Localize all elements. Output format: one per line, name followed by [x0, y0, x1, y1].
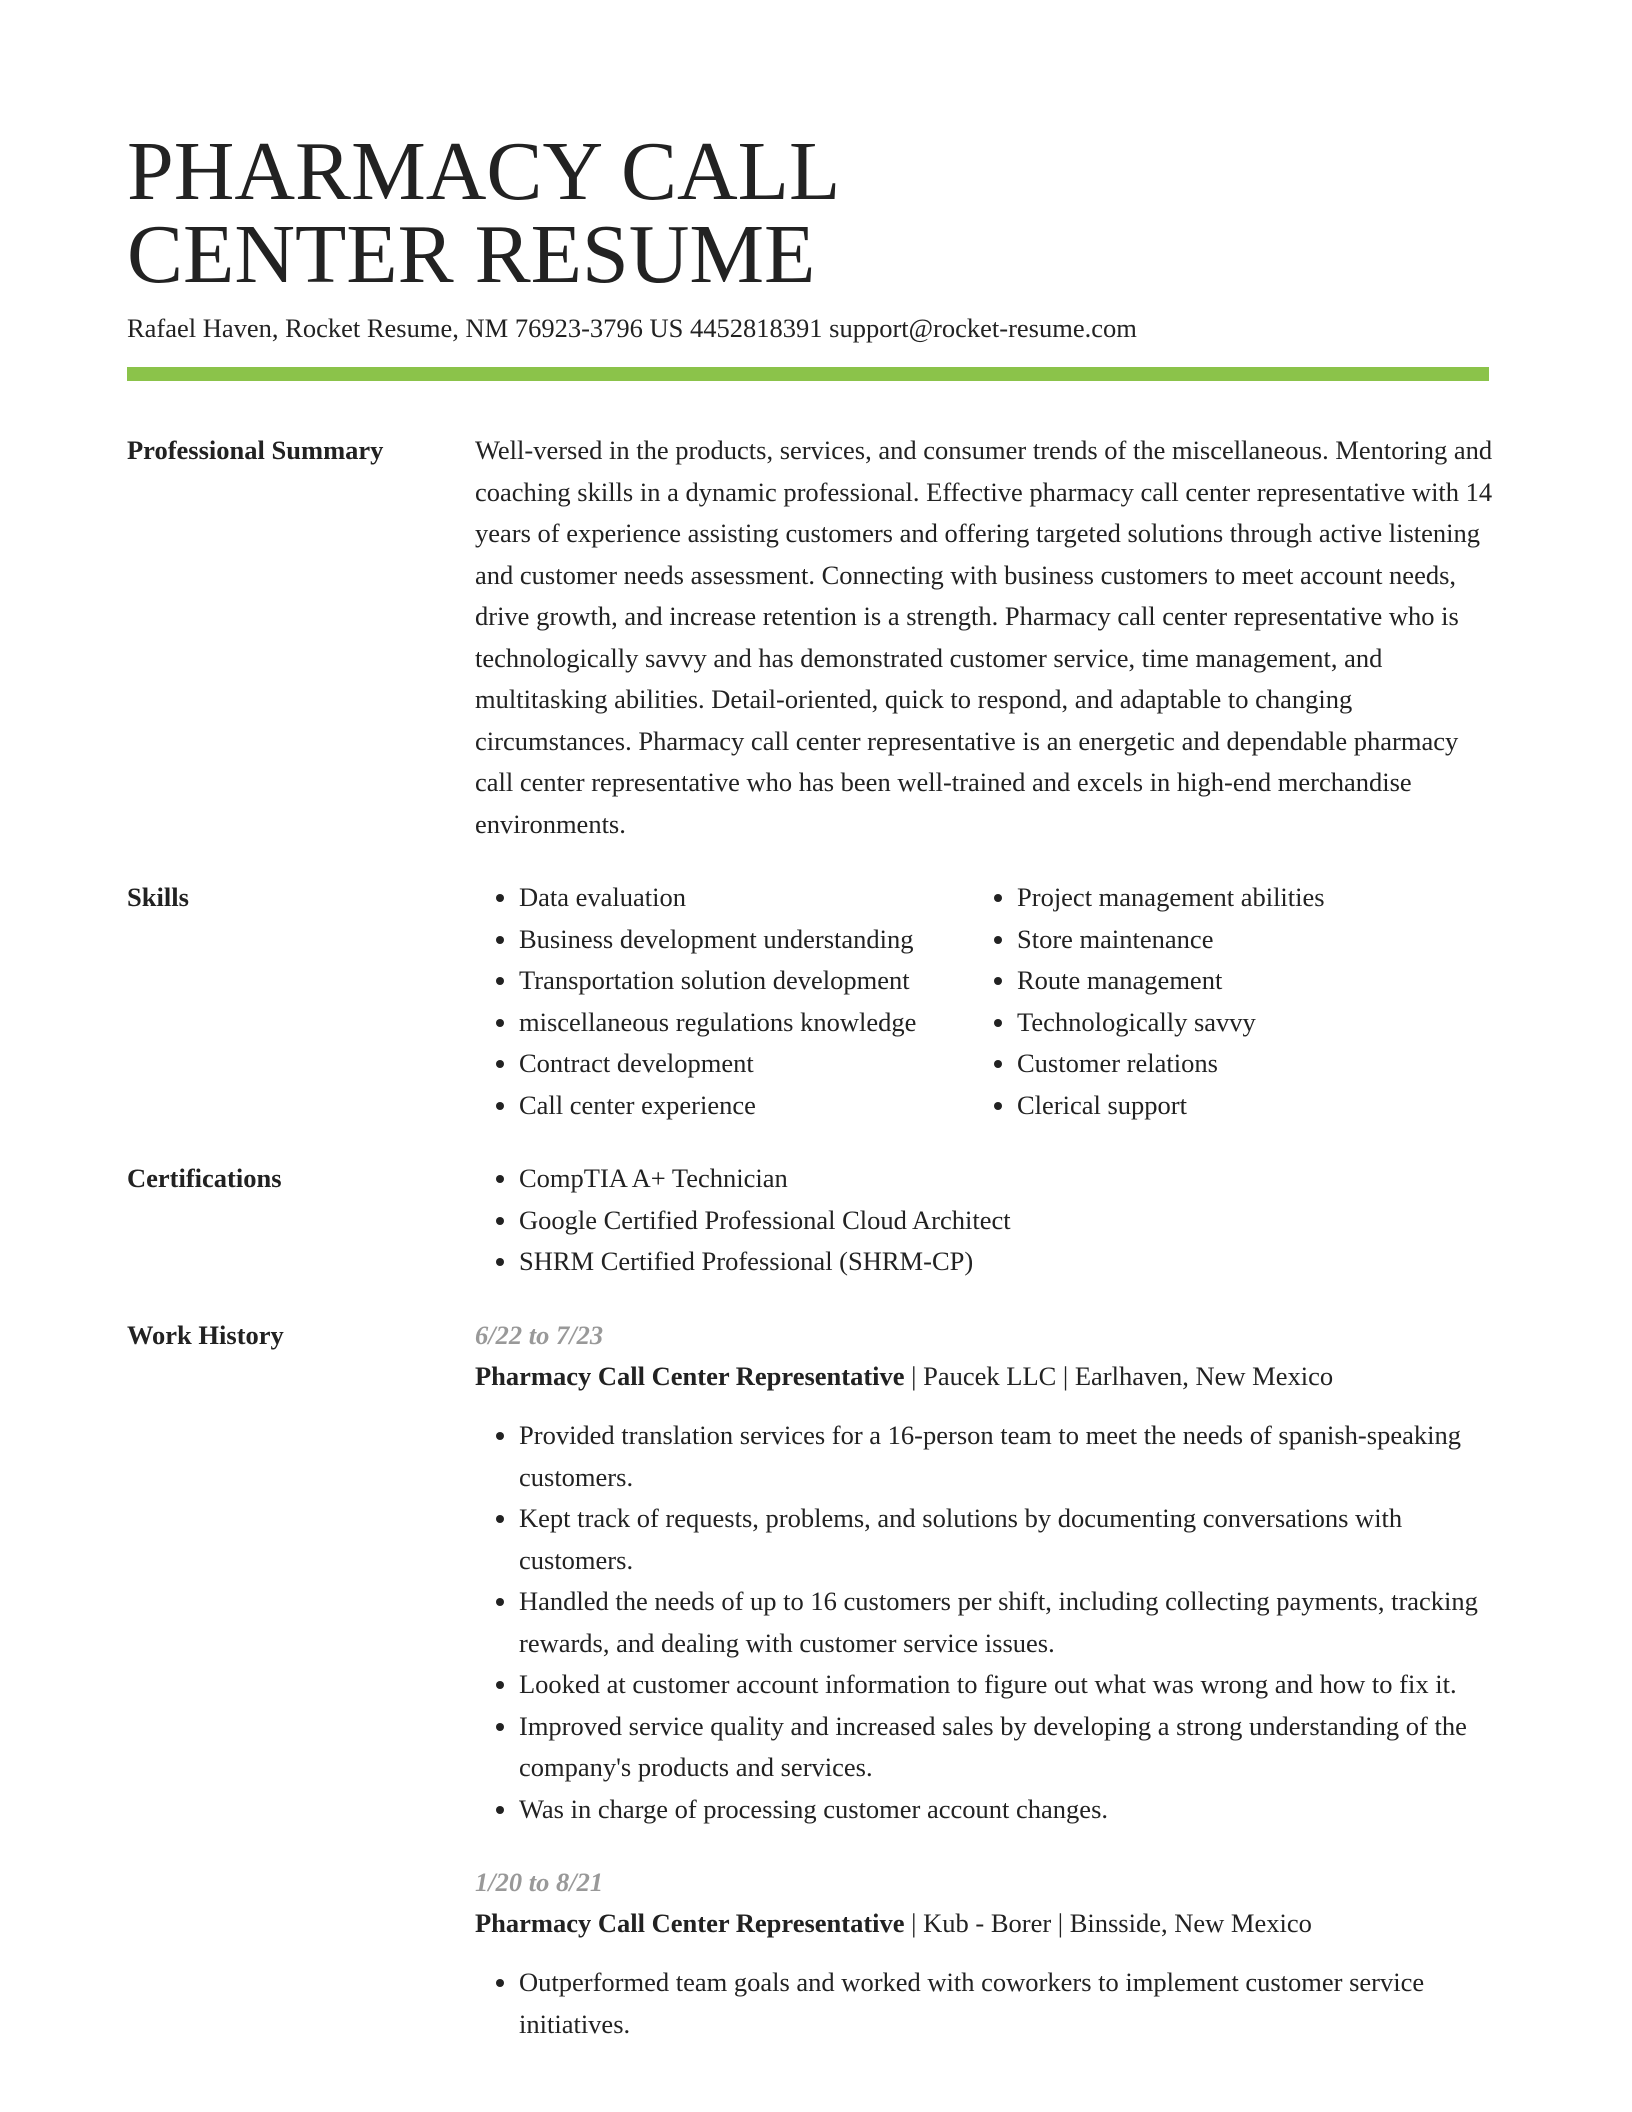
skill-item: • miscellaneous regulations knowledge [519, 1002, 973, 1044]
skill-item: • Transportation solution development [519, 960, 973, 1002]
skill-item: • Business development understanding [519, 919, 973, 961]
skill-item: • Store maintenance [1017, 919, 1489, 961]
job-employer-location: | Paucek LLC | Earlhaven, New Mexico [911, 1361, 1334, 1391]
certifications-section [127, 1158, 1632, 1283]
certifications-list [475, 1158, 1495, 1283]
job-title: Pharmacy Call Center Representative [475, 1908, 905, 1938]
job-header [475, 1356, 1495, 1398]
job-title: Pharmacy Call Center Representative [475, 1361, 905, 1391]
certifications-content [475, 1158, 1495, 1283]
job-duties-list [475, 1962, 1495, 2045]
job-entry [475, 1862, 1495, 2046]
skill-item: • Clerical support [1017, 1085, 1489, 1127]
skills-section [127, 877, 1632, 1126]
skills-heading: Skills [127, 882, 189, 912]
skill-item: • Call center experience [519, 1085, 973, 1127]
contact-info: Rafael Haven, Rocket Resume, NM 76923-3796 US 4452818391 support@rocket-resume.com [127, 313, 1137, 343]
job-entry [475, 1315, 1495, 1831]
resume-title: PHARMACY CALL CENTER RESUME [127, 125, 838, 301]
skill-item: • Route management [1017, 960, 1489, 1002]
work-history-content [475, 1315, 1495, 2046]
job-duties-list [475, 1415, 1495, 1830]
skills-list-column-2 [973, 877, 1489, 1126]
job-duty-item: • Provided translation services for a 16-person team to meet the needs of spanish-speaking customers. [519, 1415, 1495, 1498]
certification-item: • Google Certified Professional Cloud Architect [519, 1200, 1495, 1242]
work-history-section [127, 1315, 1632, 2046]
job-duty-item: • Looked at customer account information to figure out what was wrong and how to fix it. [519, 1664, 1495, 1706]
job-dates: 1/20 to 8/21 [475, 1866, 604, 1897]
accent-divider [127, 367, 1489, 381]
skill-item: • Customer relations [1017, 1043, 1489, 1085]
job-duty-item: • Kept track of requests, problems, and solutions by documenting conversations with customers. [519, 1498, 1495, 1581]
job-duty-item: • Handled the needs of up to 16 customers per shift, including collecting payments, tracking rewards, and dealing with customer service issues. [519, 1581, 1495, 1664]
job-duty-item: • Improved service quality and increased sales by developing a strong understanding of the company's products and services. [519, 1706, 1495, 1789]
skills-content [475, 877, 1495, 1126]
work-history-heading: Work History [127, 1319, 284, 1350]
skill-item: • Contract development [519, 1043, 973, 1085]
summary-text: Well-versed in the products, services, and consumer trends of the miscellaneous. Mentoring and coaching skills in a dynamic professional. Effective pharmacy call center representative with 14 years of experience assisting customers and offering targeted solutions through active listening and customer needs assessment. Connecting with business customers to meet account needs, drive growth, and increase retention is a strength. Pharmacy call center representative who is technologically savvy and has demonstrated customer service, time management, and multitasking abilities. Detail-oriented, quick to respond, and adaptable to changing circumstances. Pharmacy call center representative is an energetic and dependable pharmacy call center representative who has been well-trained and excels in high-end merchandise environments. [475, 435, 1493, 839]
job-duty-item: • Outperformed team goals and worked with coworkers to implement customer service initiatives. [519, 1962, 1495, 2045]
summary-section [127, 430, 1632, 845]
certification-item: • CompTIA A+ Technician [519, 1158, 1495, 1200]
skill-item: • Data evaluation [519, 877, 973, 919]
summary-heading: Professional Summary [127, 435, 384, 465]
certification-item: • SHRM Certified Professional (SHRM-CP) [519, 1241, 1495, 1283]
certifications-heading: Certifications [127, 1163, 282, 1193]
job-duty-item: • Was in charge of processing customer account changes. [519, 1789, 1495, 1831]
skills-list-column-1 [475, 877, 973, 1126]
skill-item: • Project management abilities [1017, 877, 1489, 919]
job-header [475, 1903, 1495, 1945]
job-dates: 6/22 to 7/23 [475, 1319, 604, 1350]
summary-content [475, 430, 1495, 845]
job-employer-location: | Kub - Borer | Binsside, New Mexico [911, 1908, 1312, 1938]
skill-item: • Technologically savvy [1017, 1002, 1489, 1044]
